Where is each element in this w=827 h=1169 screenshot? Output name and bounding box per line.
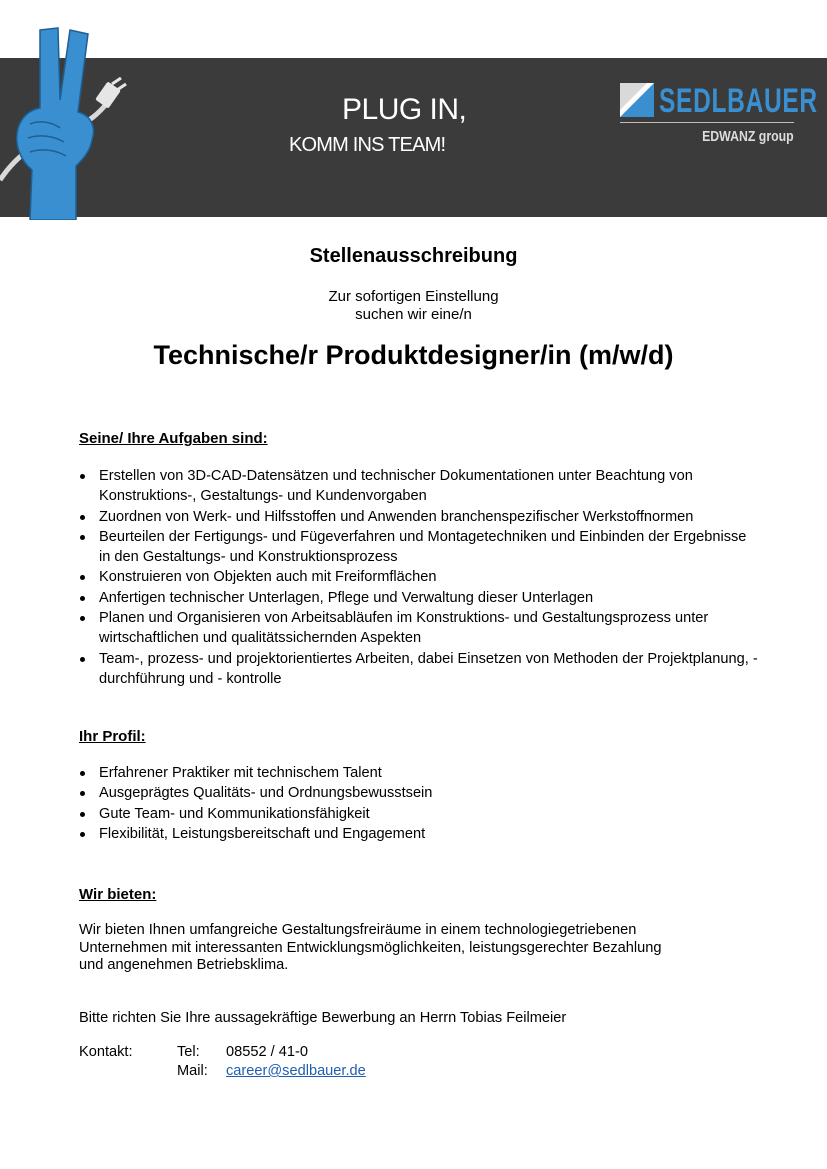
list-item: Flexibilität, Leistungsbereitschaft und Engagement [79,824,759,844]
list-item: Team-, prozess- und projektorientiertes Arbeiten, dabei Einsetzen von Methoden der Projektplanung, - durchführung und - kontrolle [79,649,759,690]
list-item: Ausgeprägtes Qualitäts- und Ordnungsbewusstsein [79,783,759,803]
intro-text [0,288,827,324]
profile-heading: Ihr Profil: [79,728,146,745]
intro-line-1: Zur sofortigen Einstellung [328,288,499,305]
bullet-icon [80,832,85,837]
bullet-icon [80,657,85,662]
tel-value: 08552 / 41-0 [226,1044,308,1060]
list-item: Beurteilen der Fertigungs- und Fügeverfahren und Montagetechniken und Einbinden der Ergebnisse in den Gestaltungs- und Konstruktionsprozess [79,527,759,568]
tasks-heading: Seine/ Ihre Aufgaben sind: [79,430,268,447]
list-item: Gute Team- und Kommunikationsfähigkeit [79,804,759,824]
list-item: Erstellen von 3D-CAD-Datensätzen und technischer Dokumentationen unter Beachtung von Konstruktions-, Gestaltungs- und Kundenvorgaben [79,466,759,507]
job-title: Technische/r Produktdesigner/in (m/w/d) [153,340,674,370]
bullet-icon [80,596,85,601]
bullet-icon [80,771,85,776]
list-item: Konstruieren von Objekten auch mit Freiformflächen [79,567,759,587]
list-item: Zuordnen von Werk- und Hilfsstoffen und Anwenden branchenspezifischer Werkstoffnormen [79,507,759,527]
mail-label: Mail: [177,1063,208,1079]
document-heading: Stellenausschreibung [309,245,518,267]
tel-label: Tel: [177,1044,200,1060]
banner-subline: KOMM INS TEAM! [289,134,446,156]
banner-headline: PLUG IN, [342,93,467,126]
list-item: Erfahrener Praktiker mit technischem Talent [79,763,759,783]
list-item: Anfertigen technischer Unterlagen, Pflege und Verwaltung dieser Unterlagen [79,588,759,608]
peace-hand-with-cable-icon [0,20,140,220]
bullet-icon [80,474,85,479]
logo-group: EDWANZ group [702,128,794,145]
mail-link[interactable]: career@sedlbauer.de [226,1063,366,1079]
bullet-icon [80,616,85,621]
logo-divider [620,122,794,123]
bullet-icon [80,515,85,520]
offer-text: Wir bieten Ihnen umfangreiche Gestaltungsfreiräume in einem technologiegetriebenen Unternehmen mit interessanten Entwicklungsmöglichkeiten, leistungsgerechter Bezahlung und angenehmen Betriebsklima. [79,922,662,973]
bullet-icon [80,535,85,540]
bullet-icon [80,791,85,796]
bullet-icon [80,812,85,817]
profile-list [79,763,759,844]
application-text: Bitte richten Sie Ihre aussagekräftige Bewerbung an Herrn Tobias Feilmeier [79,1010,567,1026]
list-item: Planen und Organisieren von Arbeitsabläufen im Konstruktions- und Gestaltungsprozess unter wirtschaftlichen und qualitätssichernden Aspekten [79,608,759,649]
contact-label: Kontakt: [79,1044,133,1060]
logo-name: SEDLBAUER [659,82,818,120]
offer-heading: Wir bieten: [79,886,157,903]
intro-line-2: suchen wir eine/n [355,306,472,323]
bullet-icon [80,575,85,580]
tasks-list [79,466,759,689]
